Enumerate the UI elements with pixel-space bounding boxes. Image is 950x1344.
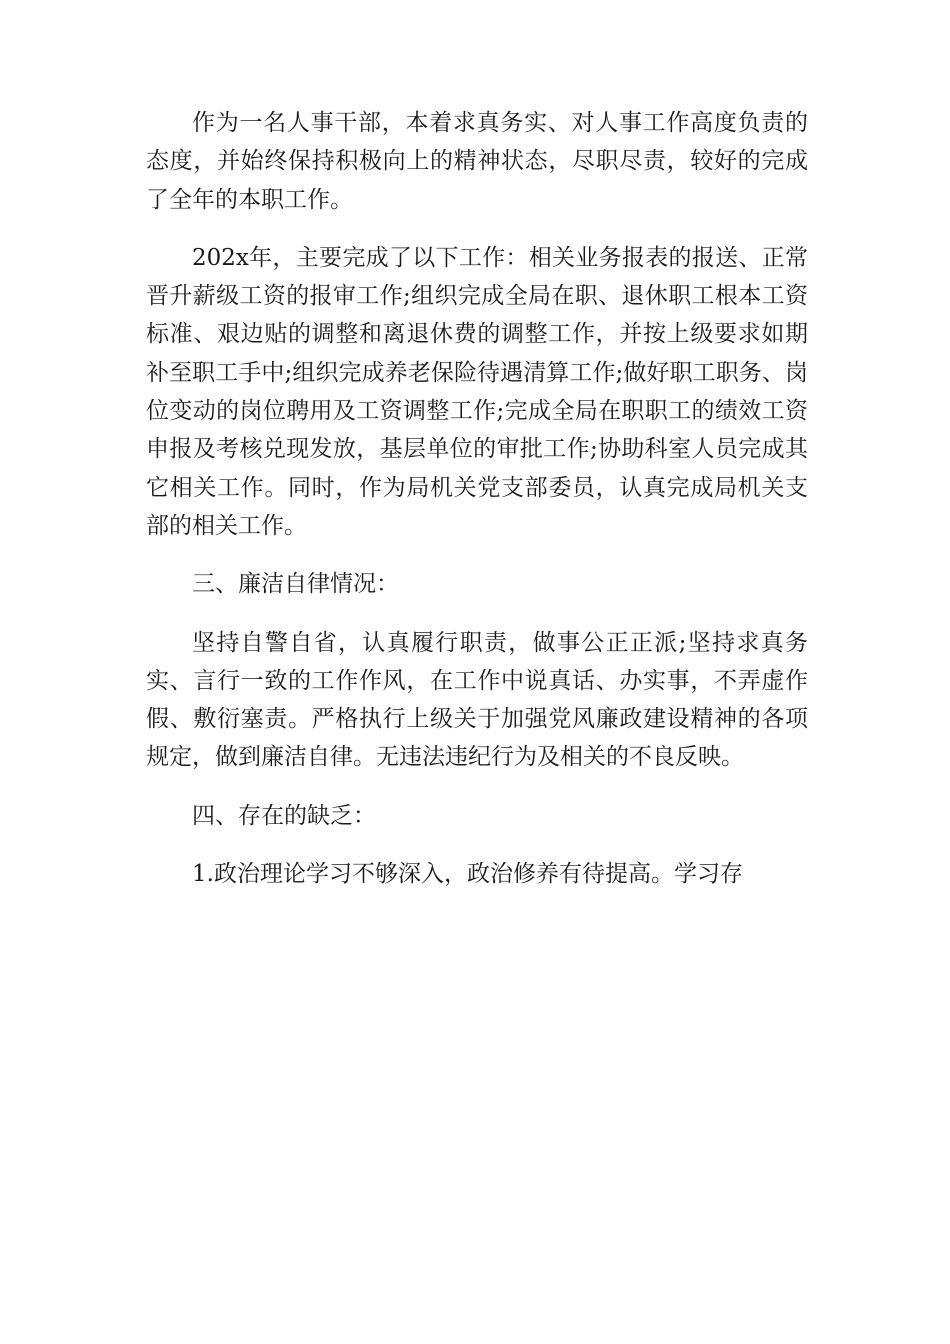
section-heading-shortcomings: 四、存在的缺乏：: [192, 802, 376, 829]
paragraph-integrity: 坚持自警自省，认真履行职责，做事公正正派;坚持求真务实、言行一致的工作作风，在工作中说真话、办实事，不弄虚作假、敷衍塞责。严格执行上级关于加强党风廉政建设精神的各项规定，做到廉洁自律。无违法违纪行为及相关的不良反映。: [146, 629, 808, 771]
paragraph-shortcoming-1: 1.政治理论学习不够深入，政治修养有待提高。学习存: [192, 861, 743, 888]
section-heading-integrity: 三、廉洁自律情况：: [192, 571, 399, 598]
paragraph-work-summary: 202x年，主要完成了以下工作：相关业务报表的报送、正常晋升薪级工资的报审工作;组织完成全局在职、退休职工根本工资标准、艰边贴的调整和离退休费的调整工作，并按上级要求如期补至职工手中;组织完成养老保险待遇清算工作;做好职工职务、岗位变动的岗位聘用及工资调整工作;完成全局在职职工的绩效工资申报及考核兑现发放，基层单位的审批工作;协助科室人员完成其它相关工作。同时，作为局机关党支部委员，认真完成局机关支部的相关工作。: [146, 244, 808, 539]
document-body: [146, 104, 808, 913]
paragraph-intro: 作为一名人事干部，本着求真务实、对人事工作高度负责的态度，并始终保持积极向上的精神状态，尽职尽责，较好的完成了全年的本职工作。: [146, 110, 808, 213]
